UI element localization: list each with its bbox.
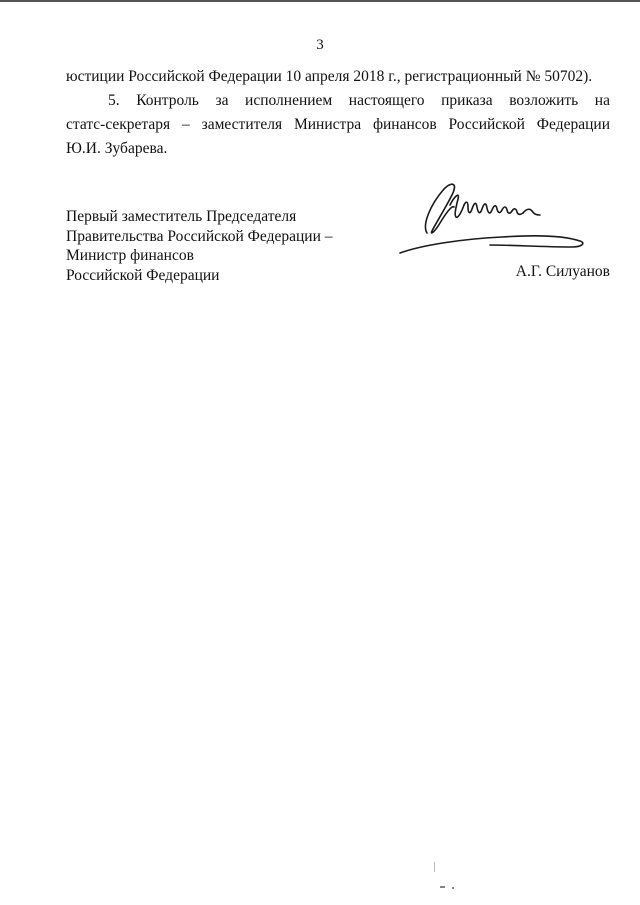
item-5-line-1: 5. Контроль за исполнением настоящего приказа возложить на bbox=[108, 92, 610, 109]
item-5-line-2: статс-секретаря – заместителя Министра финансов Российской Федерации bbox=[66, 116, 610, 133]
scan-artifact bbox=[434, 862, 435, 872]
signer-position bbox=[66, 207, 333, 285]
page-number: 3 bbox=[316, 37, 324, 53]
handwritten-signature-icon bbox=[392, 175, 592, 260]
body-line-1: юстиции Российской Федерации 10 апреля 2018 г., регистрационный № 50702). bbox=[66, 68, 593, 85]
signer-name: А.Г. Силуанов bbox=[515, 263, 610, 280]
top-rule bbox=[0, 0, 640, 2]
signer-position-line-3: Министр финансов bbox=[66, 247, 194, 264]
scan-artifact bbox=[452, 887, 454, 889]
signer-position-line-4: Российской Федерации bbox=[66, 266, 220, 284]
item-5-line-3: Ю.И. Зубарева. bbox=[66, 140, 168, 157]
scan-artifact bbox=[440, 886, 445, 888]
signer-position-line-2: Правительства Российской Федерации – bbox=[66, 227, 333, 245]
signer-position-line-1: Первый заместитель Председателя bbox=[66, 208, 297, 225]
